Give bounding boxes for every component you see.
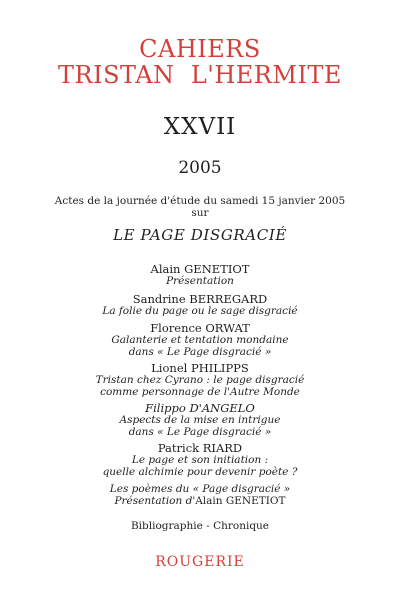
article-title-line: Galanterie et tentation mondaine: [111, 334, 289, 346]
volume-number: XXVII: [163, 114, 237, 140]
poems-presenter-name: Alain GENETIOT: [195, 494, 286, 507]
author-name: Filippo D'ANGELO: [145, 401, 255, 415]
article-title: [0, 415, 400, 438]
journal-title-line-2: TRISTAN L'HERMITE: [58, 61, 342, 89]
year: 2005: [178, 158, 222, 178]
article-title-line: Présentation: [166, 275, 234, 287]
intro-line-1: Actes de la journée d'étude du samedi 15 janvier 2005: [54, 195, 346, 207]
author-name: Alain GENETIOT: [150, 262, 250, 276]
article-title-line: comme personnage de l'Autre Monde: [100, 385, 300, 398]
journal-title-line-1: CAHIERS: [139, 35, 261, 63]
poems-section: [0, 484, 400, 507]
article-title: [0, 276, 400, 288]
article-title: [0, 335, 400, 358]
poems-presenter-line: [0, 496, 400, 508]
article-title-line: Aspects de la mise en intrigue: [119, 414, 281, 426]
article-title-line: dans « Le Page disgracié »: [128, 425, 272, 438]
article-title-line: Tristan chez Cyrano : le page disgracié: [95, 374, 305, 386]
article-title-line: La folie du page ou le sage disgracié: [102, 305, 298, 317]
author-name: Patrick RIARD: [157, 441, 243, 455]
author-name: Lionel PHILIPPS: [151, 361, 249, 375]
article-title: [0, 455, 400, 478]
article-title-line: dans « Le Page disgracié »: [128, 345, 272, 358]
poems-presenter-prefix: Présentation d': [114, 494, 196, 507]
article-title: [0, 306, 400, 318]
article-title: [0, 375, 400, 398]
article-title-line: quelle alchimie pour devenir poète ?: [102, 465, 298, 478]
poems-title: Les poèmes du « Page disgracié »: [109, 483, 291, 495]
author-name: Florence ORWAT: [150, 321, 250, 335]
article-title-line: Le page et son initiation :: [131, 454, 269, 466]
intro-line-2: sur: [191, 207, 209, 219]
bibliography-chronicle: Bibliographie - Chronique: [130, 520, 270, 532]
publisher-name: ROUGERIE: [155, 554, 245, 570]
main-title: LE PAGE DISGRACIÉ: [113, 226, 287, 244]
author-name: Sandrine BERREGARD: [132, 292, 268, 306]
